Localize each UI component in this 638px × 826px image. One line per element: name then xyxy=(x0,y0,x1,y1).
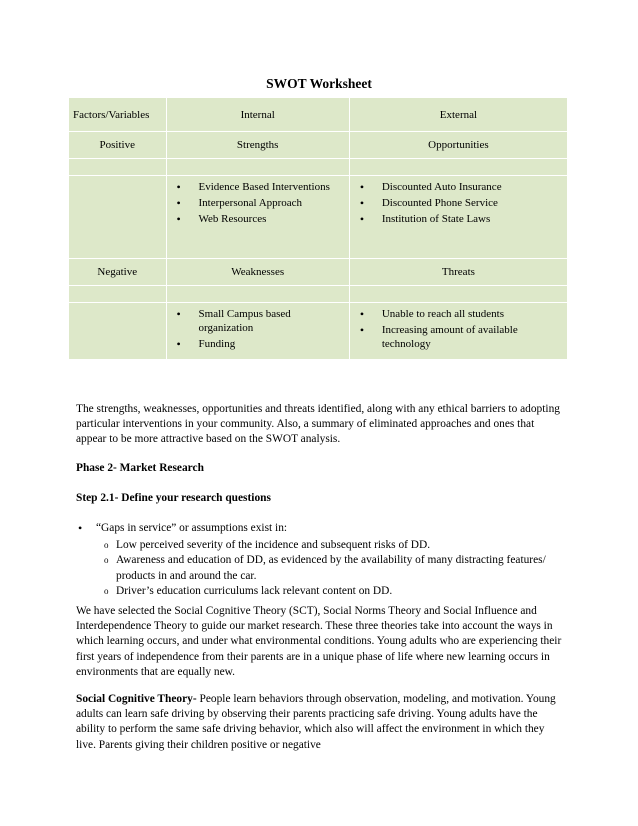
list-item: • Interpersonal Approach xyxy=(189,196,345,210)
positive-label: Positive xyxy=(69,132,167,159)
list-item: • Evidence Based Interventions xyxy=(189,180,345,194)
list-item: o Driver’s education curriculums lack relevant content on DD. xyxy=(116,584,562,599)
threats-label: Threats xyxy=(349,259,567,286)
positive-items-row xyxy=(69,176,568,259)
factors-header: Factors/Variables xyxy=(69,98,167,132)
list-item: • Small Campus based organization xyxy=(189,307,345,335)
opportunities-cell xyxy=(349,176,567,259)
list-item: • Web Resources xyxy=(189,212,345,226)
threats-cell xyxy=(349,303,567,360)
phase-heading: Phase 2- Market Research xyxy=(76,462,204,474)
weaknesses-label: Weaknesses xyxy=(166,259,349,286)
list-item: • Increasing amount of available technology xyxy=(372,323,563,351)
negative-band-row xyxy=(69,286,568,303)
gaps-section xyxy=(76,521,562,599)
sct-label: Social Cognitive Theory- xyxy=(76,693,197,705)
weaknesses-cell xyxy=(166,303,349,360)
gaps-heading: “Gaps in service” or assumptions exist in: xyxy=(96,522,288,534)
strengths-label: Strengths xyxy=(166,132,349,159)
sct-text: People learn behaviors through observation, modeling, and motivation. Young adults can learn safe driving by observing their parents practicing safe driving. Young adults have the ability to perform the same safe driving behavior, which also will affect the environment in which they live. Parents giving their children positive or negative xyxy=(76,693,556,751)
external-header: External xyxy=(349,98,567,132)
list-item: • Discounted Auto Insurance xyxy=(372,180,563,194)
positive-label-row xyxy=(69,132,568,159)
swot-table xyxy=(68,97,568,360)
opportunities-list xyxy=(354,180,563,226)
weaknesses-list xyxy=(171,307,345,351)
swot-header-row xyxy=(69,98,568,132)
bullet-icon: • xyxy=(78,521,83,535)
list-item: • Institution of State Laws xyxy=(372,212,563,226)
negative-label-row xyxy=(69,259,568,286)
negative-items-row xyxy=(69,303,568,360)
list-item: o Low perceived severity of the incidence and subsequent risks of DD. xyxy=(116,538,562,553)
opportunities-label: Opportunities xyxy=(349,132,567,159)
positive-band-row xyxy=(69,159,568,176)
list-item: • Unable to reach all students xyxy=(372,307,563,321)
internal-header: Internal xyxy=(166,98,349,132)
page-title: SWOT Worksheet xyxy=(266,76,372,91)
strengths-list xyxy=(171,180,345,226)
list-item: o Awareness and education of DD, as evidenced by the availability of many distracting features/ products in and around the car. xyxy=(116,553,562,583)
swot-summary-paragraph: The strengths, weaknesses, opportunities and threats identified, along with any ethical barriers to adopting particular interventions in your community. Also, a summary of eliminated approaches and ones that appear to be more attractive based on the SWOT analysis. xyxy=(76,403,560,446)
list-item: • Funding xyxy=(189,337,345,351)
step-heading: Step 2.1- Define your research questions xyxy=(76,492,271,504)
list-item: • Discounted Phone Service xyxy=(372,196,563,210)
strengths-cell xyxy=(166,176,349,259)
sct-paragraph xyxy=(76,692,562,753)
negative-label: Negative xyxy=(69,259,167,286)
threats-list xyxy=(354,307,563,351)
gaps-list xyxy=(76,538,562,599)
theories-paragraph: We have selected the Social Cognitive Theory (SCT), Social Norms Theory and Social Influence and Interdependence Theory to guide our market research. These three theories take into account the ways in which learning occurs, and under what environmental conditions. Young adults who are experiencing their first years of independence from their parents are in a unique phase of life where new learning occurs in environments that are equally new. xyxy=(76,605,562,678)
